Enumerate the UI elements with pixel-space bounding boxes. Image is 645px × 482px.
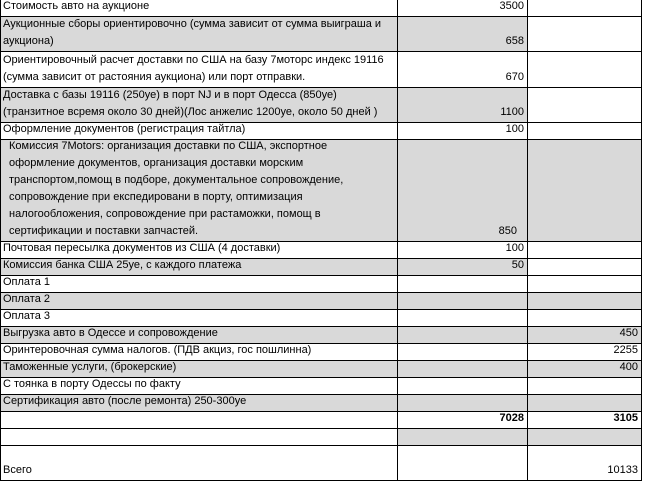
usd-amount-cell[interactable]: 670 (398, 52, 528, 88)
uah-amount-cell[interactable] (528, 259, 642, 276)
description-cell[interactable]: Оплата 2 (0, 293, 398, 310)
usd-amount-cell[interactable]: 100 (398, 242, 528, 259)
usd-amount-cell[interactable] (398, 429, 528, 446)
table-row-blank (0, 429, 645, 446)
uah-amount-cell[interactable] (528, 140, 642, 242)
usd-amount-cell[interactable]: 1100 (398, 88, 528, 123)
table-row-payment-2 (0, 293, 645, 310)
table-row-auction-fees (0, 17, 645, 52)
description-cell[interactable]: Доставка с базы 19116 (250уе) в порт NJ и в порт Одесса (850уе) (транзитное всремя около 30 дней)(Лос анжелис 1200уе, около 50 дней ) (0, 88, 398, 123)
usd-amount-cell[interactable] (398, 276, 528, 293)
usd-amount-cell[interactable]: 100 (398, 123, 528, 140)
table-row-mail (0, 242, 645, 259)
usd-amount-cell[interactable] (398, 378, 528, 395)
table-row-documents (0, 123, 645, 140)
description-cell[interactable]: Комиссия 7Motors: организация доставки по США, экспортное оформление документов, организация доставки морским транспортом,помощ в подборе, документальное сопровождение, сопровождение при експедировани в порту, оптимизация налогообложения, сопровождение при растаможки, помощ в сертификации и поставки запчастей. (0, 140, 398, 242)
usd-amount-cell[interactable] (398, 344, 528, 361)
table-row-us-delivery (0, 52, 645, 88)
usd-amount-cell[interactable] (398, 310, 528, 327)
usd-amount-cell[interactable]: 658 (398, 17, 528, 52)
description-cell[interactable] (0, 412, 398, 429)
uah-amount-cell[interactable] (528, 17, 642, 52)
description-cell[interactable]: Оринтеровочная сумма налогов. (ПДВ акциз, гос пошлинна) (0, 344, 398, 361)
usd-amount-cell[interactable]: 850 (398, 140, 528, 242)
description-cell[interactable]: Всего (0, 446, 398, 481)
description-cell[interactable]: Оформление документов (регистрация тайтла) (0, 123, 398, 140)
table-row-commission (0, 140, 645, 242)
description-cell[interactable]: Таможенные услуги, (брокерские) (0, 361, 398, 378)
description-cell[interactable]: Ориентировочный расчет доставки по США на базу 7моторс индекс 19116 (сумма зависит от растояния аукциона) или порт отправки. (0, 52, 398, 88)
uah-amount-cell[interactable] (528, 276, 642, 293)
table-row-certification (0, 395, 645, 412)
uah-amount-cell[interactable] (528, 242, 642, 259)
usd-subtotal-cell[interactable]: 7028 (398, 412, 528, 429)
table-row-payment-3 (0, 310, 645, 327)
table-row-bank-fee (0, 259, 645, 276)
description-cell[interactable]: Аукционные сборы ориентировочно (сумма зависит от сумма выиграша и аукциона) (0, 17, 398, 52)
uah-amount-cell[interactable] (528, 378, 642, 395)
uah-amount-cell[interactable] (528, 395, 642, 412)
uah-amount-cell[interactable]: 450 (528, 327, 642, 344)
description-cell[interactable] (0, 429, 398, 446)
uah-amount-cell[interactable] (528, 310, 642, 327)
table-row-taxes (0, 344, 645, 361)
description-cell[interactable]: Выгрузка авто в Одессе и сопровождение (0, 327, 398, 344)
usd-amount-cell[interactable] (398, 327, 528, 344)
description-cell[interactable]: Комиссия банка США 25уе, с каждого платежа (0, 259, 398, 276)
uah-subtotal-cell[interactable]: 3105 (528, 412, 642, 429)
description-cell[interactable]: Сертификация авто (после ремонта) 250-300уе (0, 395, 398, 412)
table-row-payment-1 (0, 276, 645, 293)
uah-amount-cell[interactable]: 400 (528, 361, 642, 378)
usd-amount-cell[interactable] (398, 446, 528, 481)
uah-amount-cell[interactable] (528, 52, 642, 88)
uah-amount-cell[interactable] (528, 293, 642, 310)
description-cell[interactable]: Оплата 1 (0, 276, 398, 293)
table-row-subtotals (0, 412, 645, 429)
uah-amount-cell[interactable] (528, 429, 642, 446)
table-row-shipping (0, 88, 645, 123)
table-row-customs (0, 361, 645, 378)
description-cell[interactable]: С тоянка в порту Одессы по факту (0, 378, 398, 395)
description-cell[interactable]: Почтовая пересылка документов из США (4 доставки) (0, 242, 398, 259)
uah-amount-cell[interactable] (528, 88, 642, 123)
usd-amount-cell[interactable]: 50 (398, 259, 528, 276)
usd-amount-cell[interactable] (398, 361, 528, 378)
uah-amount-cell[interactable] (528, 0, 642, 17)
table-row-auction-price (0, 0, 645, 17)
uah-amount-cell[interactable]: 2255 (528, 344, 642, 361)
table-row-total (0, 446, 645, 481)
usd-amount-cell[interactable] (398, 395, 528, 412)
grand-total-cell[interactable]: 10133 (528, 446, 642, 481)
table-row-parking (0, 378, 645, 395)
description-cell[interactable]: Стоимость авто на аукционе (0, 0, 398, 17)
uah-amount-cell[interactable] (528, 123, 642, 140)
usd-amount-cell[interactable] (398, 293, 528, 310)
usd-amount-cell[interactable]: 3500 (398, 0, 528, 17)
description-cell[interactable]: Оплата 3 (0, 310, 398, 327)
table-row-unloading (0, 327, 645, 344)
